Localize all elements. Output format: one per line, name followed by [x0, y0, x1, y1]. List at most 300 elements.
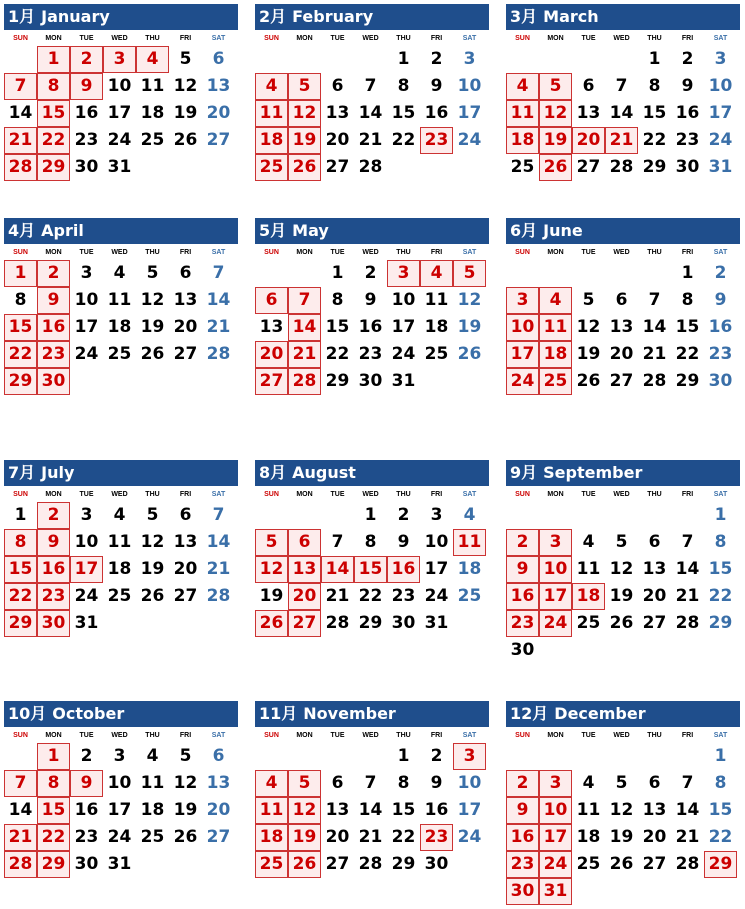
- weekday-label: MON: [45, 491, 62, 498]
- day-cell: 16: [424, 800, 449, 820]
- day-cell: 18: [107, 559, 132, 579]
- empty-cell: [539, 46, 572, 73]
- weekday-label: FRI: [681, 35, 694, 42]
- day-cell: 17: [107, 103, 132, 123]
- weekday-label: FRI: [179, 732, 192, 739]
- day-cell: 26: [539, 154, 572, 181]
- weekday-label: FRI: [179, 35, 192, 42]
- day-cell: 27: [609, 371, 634, 391]
- day-cell: 18: [140, 103, 165, 123]
- weekday-label: SUN: [13, 249, 28, 256]
- day-cell: 3: [430, 505, 443, 525]
- day-cell: 29: [4, 610, 37, 637]
- month-name: April: [41, 221, 84, 240]
- day-cell: 17: [107, 800, 132, 820]
- month-header: [506, 701, 740, 727]
- weekday-label: SAT: [462, 732, 477, 739]
- month-name: August: [292, 463, 356, 482]
- day-cell: 25: [140, 130, 165, 150]
- day-cell: 14: [675, 800, 700, 820]
- day-cell: 10: [391, 290, 416, 310]
- day-cell: 27: [255, 368, 288, 395]
- weekday-label: FRI: [430, 732, 443, 739]
- day-cell: 22: [37, 127, 70, 154]
- weekday-label: SAT: [211, 491, 226, 498]
- weekday-label: SUN: [515, 491, 530, 498]
- weekday-row: [255, 246, 489, 260]
- day-cell: 21: [675, 827, 700, 847]
- weekday-label: TUE: [79, 249, 94, 256]
- day-cell: 14: [675, 559, 700, 579]
- day-cell: 1: [4, 260, 37, 287]
- weekday-label: WED: [613, 249, 630, 256]
- day-cell: 1: [397, 49, 410, 69]
- weekday-label: SUN: [13, 491, 28, 498]
- weekday-label: TUE: [581, 732, 596, 739]
- day-cell: 22: [358, 586, 383, 606]
- weekday-label: MON: [296, 732, 313, 739]
- weekday-label: THU: [647, 249, 662, 256]
- empty-cell: [288, 502, 321, 529]
- day-cell: 10: [424, 532, 449, 552]
- day-cell: 29: [325, 371, 350, 391]
- weekday-label: SAT: [713, 249, 728, 256]
- day-cell: 15: [675, 317, 700, 337]
- day-cell: 19: [140, 317, 165, 337]
- month-april: [4, 218, 238, 395]
- day-cell: 28: [4, 851, 37, 878]
- day-cell: 24: [539, 851, 572, 878]
- day-cell: 21: [4, 127, 37, 154]
- day-cell: 31: [708, 157, 733, 177]
- day-cell: 3: [714, 49, 727, 69]
- weekday-label: SAT: [211, 732, 226, 739]
- day-cell: 28: [609, 157, 634, 177]
- month-number: 11月: [259, 704, 298, 723]
- day-cell: 15: [642, 103, 667, 123]
- day-cell: 30: [74, 157, 99, 177]
- weekday-label: SUN: [264, 732, 279, 739]
- weekday-label: TUE: [330, 249, 345, 256]
- weekday-label: MON: [547, 35, 564, 42]
- day-cell: 5: [288, 770, 321, 797]
- day-cell: 5: [179, 49, 192, 69]
- day-cell: 12: [609, 559, 634, 579]
- day-cell: 6: [331, 773, 344, 793]
- day-cell: 14: [609, 103, 634, 123]
- day-cell: 17: [424, 559, 449, 579]
- day-cell: 29: [37, 851, 70, 878]
- day-cell: 30: [391, 613, 416, 633]
- day-cell: 16: [424, 103, 449, 123]
- day-cell: 6: [648, 532, 661, 552]
- day-cell: 14: [358, 103, 383, 123]
- day-cell: 1: [37, 743, 70, 770]
- day-cell: 15: [391, 103, 416, 123]
- day-cell: 4: [420, 260, 453, 287]
- month-may: [255, 218, 489, 395]
- day-cell: 5: [179, 746, 192, 766]
- day-cell: 4: [506, 73, 539, 100]
- day-cell: 12: [576, 317, 601, 337]
- day-cell: 25: [107, 586, 132, 606]
- day-cell: 7: [364, 773, 377, 793]
- day-cell: 26: [140, 344, 165, 364]
- day-cell: 14: [8, 800, 33, 820]
- day-cell: 22: [37, 824, 70, 851]
- day-cell: 24: [107, 130, 132, 150]
- weekday-label: SAT: [211, 35, 226, 42]
- weekday-row: [4, 246, 238, 260]
- empty-cell: [255, 502, 288, 529]
- weekday-label: FRI: [430, 35, 443, 42]
- day-cell: 5: [582, 290, 595, 310]
- day-cell: 16: [358, 317, 383, 337]
- day-cell: 11: [506, 100, 539, 127]
- weekday-label: WED: [362, 732, 379, 739]
- day-cell: 2: [430, 49, 443, 69]
- day-cell: 26: [288, 851, 321, 878]
- month-january: [4, 4, 238, 181]
- day-cell: 5: [615, 773, 628, 793]
- empty-cell: [605, 743, 638, 770]
- month-header: [4, 460, 238, 486]
- weekday-label: SAT: [713, 35, 728, 42]
- day-cell: 25: [539, 368, 572, 395]
- empty-cell: [354, 743, 387, 770]
- month-header: [255, 460, 489, 486]
- day-cell: 20: [173, 317, 198, 337]
- day-cell: 28: [358, 854, 383, 874]
- day-cell: 3: [103, 46, 136, 73]
- day-cell: 6: [255, 287, 288, 314]
- month-name: February: [292, 7, 374, 26]
- day-cell: 27: [325, 854, 350, 874]
- weekday-label: SAT: [462, 35, 477, 42]
- empty-cell: [539, 260, 572, 287]
- weekday-row: [506, 488, 740, 502]
- day-cell: 18: [576, 827, 601, 847]
- day-cell: 17: [457, 800, 482, 820]
- day-cell: 13: [173, 290, 198, 310]
- day-cell: 13: [325, 800, 350, 820]
- day-cell: 4: [539, 287, 572, 314]
- day-cell: 7: [212, 505, 225, 525]
- weekday-label: THU: [647, 35, 662, 42]
- day-cell: 21: [325, 586, 350, 606]
- day-cell: 10: [74, 532, 99, 552]
- day-cell: 15: [37, 100, 70, 127]
- day-cell: 19: [576, 344, 601, 364]
- day-cell: 3: [539, 529, 572, 556]
- weekday-label: WED: [613, 732, 630, 739]
- empty-cell: [255, 260, 288, 287]
- month-name: June: [543, 221, 583, 240]
- day-cell: 11: [140, 773, 165, 793]
- day-cell: 10: [457, 773, 482, 793]
- weekday-label: MON: [45, 249, 62, 256]
- day-cell: 29: [708, 613, 733, 633]
- day-cell: 2: [714, 263, 727, 283]
- day-cell: 13: [173, 532, 198, 552]
- day-cell: 14: [8, 103, 33, 123]
- day-cell: 8: [37, 73, 70, 100]
- day-grid: [4, 46, 238, 181]
- day-cell: 10: [107, 773, 132, 793]
- weekday-label: THU: [145, 491, 160, 498]
- weekday-label: THU: [396, 249, 411, 256]
- day-cell: 13: [609, 317, 634, 337]
- day-cell: 1: [714, 505, 727, 525]
- empty-cell: [638, 743, 671, 770]
- day-cell: 29: [358, 613, 383, 633]
- day-cell: 17: [539, 824, 572, 851]
- month-number: 3月: [510, 7, 538, 26]
- day-cell: 29: [4, 368, 37, 395]
- empty-cell: [288, 260, 321, 287]
- month-number: 8月: [259, 463, 287, 482]
- weekday-label: WED: [111, 249, 128, 256]
- day-cell: 14: [206, 290, 231, 310]
- day-cell: 22: [325, 344, 350, 364]
- day-cell: 31: [107, 157, 132, 177]
- day-cell: 24: [107, 827, 132, 847]
- day-cell: 17: [539, 583, 572, 610]
- day-cell: 28: [288, 368, 321, 395]
- day-grid: [506, 743, 740, 905]
- day-cell: 4: [582, 532, 595, 552]
- weekday-label: FRI: [681, 732, 694, 739]
- day-cell: 9: [506, 797, 539, 824]
- day-cell: 6: [179, 263, 192, 283]
- empty-cell: [572, 743, 605, 770]
- day-cell: 9: [397, 532, 410, 552]
- weekday-label: SAT: [713, 491, 728, 498]
- weekday-row: [255, 32, 489, 46]
- day-cell: 14: [206, 532, 231, 552]
- month-august: [255, 460, 489, 637]
- day-cell: 18: [506, 127, 539, 154]
- day-cell: 31: [107, 854, 132, 874]
- day-cell: 23: [420, 824, 453, 851]
- day-cell: 15: [4, 556, 37, 583]
- day-cell: 1: [648, 49, 661, 69]
- day-cell: 26: [173, 130, 198, 150]
- day-cell: 6: [212, 746, 225, 766]
- day-cell: 29: [704, 851, 737, 878]
- day-cell: 10: [107, 76, 132, 96]
- day-cell: 11: [107, 532, 132, 552]
- month-header: [255, 4, 489, 30]
- day-cell: 27: [206, 827, 231, 847]
- month-name: November: [303, 704, 396, 723]
- empty-cell: [321, 46, 354, 73]
- day-cell: 13: [576, 103, 601, 123]
- day-cell: 16: [506, 824, 539, 851]
- day-cell: 11: [140, 76, 165, 96]
- day-grid: [255, 743, 489, 878]
- month-header: [4, 4, 238, 30]
- day-cell: 29: [391, 854, 416, 874]
- day-cell: 30: [675, 157, 700, 177]
- weekday-row: [4, 488, 238, 502]
- day-cell: 25: [576, 613, 601, 633]
- day-cell: 11: [453, 529, 486, 556]
- day-cell: 12: [255, 556, 288, 583]
- day-cell: 8: [648, 76, 661, 96]
- weekday-label: WED: [362, 35, 379, 42]
- day-cell: 1: [714, 746, 727, 766]
- empty-cell: [605, 502, 638, 529]
- day-cell: 17: [74, 317, 99, 337]
- day-cell: 1: [397, 746, 410, 766]
- day-cell: 4: [113, 505, 126, 525]
- weekday-label: TUE: [79, 35, 94, 42]
- day-cell: 5: [539, 73, 572, 100]
- day-cell: 8: [681, 290, 694, 310]
- day-cell: 21: [358, 827, 383, 847]
- day-cell: 2: [397, 505, 410, 525]
- weekday-label: SUN: [264, 35, 279, 42]
- day-cell: 9: [70, 73, 103, 100]
- day-cell: 21: [4, 824, 37, 851]
- day-cell: 7: [648, 290, 661, 310]
- day-cell: 2: [70, 46, 103, 73]
- day-cell: 6: [648, 773, 661, 793]
- weekday-row: [4, 32, 238, 46]
- day-cell: 29: [675, 371, 700, 391]
- month-number: 2月: [259, 7, 287, 26]
- month-header: [506, 460, 740, 486]
- month-name: December: [554, 704, 646, 723]
- day-grid: [4, 743, 238, 878]
- weekday-label: THU: [145, 249, 160, 256]
- weekday-label: TUE: [330, 491, 345, 498]
- day-cell: 7: [681, 773, 694, 793]
- day-cell: 23: [74, 130, 99, 150]
- day-cell: 26: [457, 344, 482, 364]
- month-november: [255, 701, 489, 878]
- day-cell: 16: [506, 583, 539, 610]
- weekday-row: [506, 32, 740, 46]
- day-cell: 19: [173, 800, 198, 820]
- day-cell: 28: [675, 854, 700, 874]
- day-cell: 20: [288, 583, 321, 610]
- day-cell: 12: [609, 800, 634, 820]
- day-cell: 30: [37, 610, 70, 637]
- month-september: [506, 460, 740, 664]
- day-cell: 14: [288, 314, 321, 341]
- day-cell: 22: [708, 827, 733, 847]
- day-cell: 21: [642, 344, 667, 364]
- day-cell: 15: [354, 556, 387, 583]
- day-cell: 23: [37, 341, 70, 368]
- day-cell: 10: [506, 314, 539, 341]
- weekday-label: WED: [362, 491, 379, 498]
- day-grid: [255, 46, 489, 181]
- day-cell: 8: [37, 770, 70, 797]
- day-cell: 5: [255, 529, 288, 556]
- day-cell: 1: [331, 263, 344, 283]
- day-cell: 20: [173, 559, 198, 579]
- day-cell: 23: [391, 586, 416, 606]
- day-cell: 19: [609, 827, 634, 847]
- day-cell: 18: [255, 824, 288, 851]
- day-cell: 4: [463, 505, 476, 525]
- weekday-label: SUN: [13, 35, 28, 42]
- day-cell: 8: [331, 290, 344, 310]
- weekday-label: THU: [647, 732, 662, 739]
- day-cell: 25: [510, 157, 535, 177]
- day-cell: 11: [424, 290, 449, 310]
- day-cell: 28: [206, 586, 231, 606]
- day-cell: 30: [708, 371, 733, 391]
- empty-cell: [288, 743, 321, 770]
- empty-cell: [255, 743, 288, 770]
- day-cell: 23: [37, 583, 70, 610]
- day-cell: 12: [140, 290, 165, 310]
- day-cell: 13: [259, 317, 284, 337]
- weekday-label: SUN: [515, 249, 530, 256]
- day-cell: 3: [506, 287, 539, 314]
- day-cell: 24: [539, 610, 572, 637]
- day-cell: 19: [609, 586, 634, 606]
- day-cell: 6: [331, 76, 344, 96]
- month-number: 7月: [8, 463, 36, 482]
- month-name: July: [41, 463, 75, 482]
- day-cell: 16: [675, 103, 700, 123]
- weekday-label: TUE: [79, 732, 94, 739]
- day-cell: 23: [420, 127, 453, 154]
- day-cell: 28: [4, 154, 37, 181]
- day-cell: 2: [506, 770, 539, 797]
- day-cell: 21: [358, 130, 383, 150]
- day-cell: 9: [506, 556, 539, 583]
- month-name: October: [52, 704, 125, 723]
- day-grid: [506, 46, 740, 181]
- empty-cell: [506, 743, 539, 770]
- day-cell: 26: [173, 827, 198, 847]
- day-cell: 7: [212, 263, 225, 283]
- weekday-label: FRI: [430, 249, 443, 256]
- day-grid: [255, 260, 489, 395]
- day-cell: 11: [255, 100, 288, 127]
- weekday-row: [4, 729, 238, 743]
- day-cell: 25: [457, 586, 482, 606]
- day-cell: 24: [391, 344, 416, 364]
- day-cell: 9: [37, 287, 70, 314]
- day-cell: 17: [457, 103, 482, 123]
- empty-cell: [506, 502, 539, 529]
- day-cell: 13: [206, 76, 231, 96]
- empty-cell: [539, 743, 572, 770]
- day-cell: 20: [572, 127, 605, 154]
- weekday-label: THU: [145, 35, 160, 42]
- day-cell: 11: [576, 559, 601, 579]
- weekday-row: [506, 246, 740, 260]
- day-cell: 22: [642, 130, 667, 150]
- day-cell: 12: [173, 76, 198, 96]
- day-cell: 12: [288, 797, 321, 824]
- day-cell: 8: [714, 773, 727, 793]
- day-grid: [506, 260, 740, 395]
- day-cell: 25: [576, 854, 601, 874]
- day-cell: 2: [364, 263, 377, 283]
- weekday-label: SAT: [462, 249, 477, 256]
- day-cell: 26: [140, 586, 165, 606]
- weekday-label: MON: [547, 491, 564, 498]
- day-cell: 20: [325, 827, 350, 847]
